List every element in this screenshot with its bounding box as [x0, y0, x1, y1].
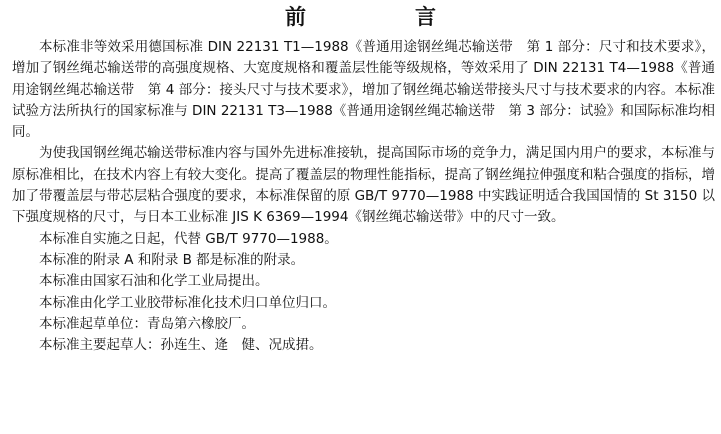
paragraph-centralized-unit: 本标准由化学工业胶带标准化技术归口单位归口。	[39, 294, 336, 311]
document-body	[12, 37, 715, 356]
paragraph-replaces: 本标准自实施之日起，代替 GB/T 9770—1988。	[39, 230, 338, 247]
page-title: 前 言	[285, 5, 480, 29]
paragraph-proposer: 本标准由国家石油和化学工业局提出。	[39, 273, 269, 290]
paragraph-adoption: 本标准非等效采用德国标准 DIN 22131 T1—1988《普通用途钢丝绳芯输送带 第 1 部分：尺寸和技术要求》，增加了钢丝绳芯输送带的高强度规格、大宽度规格和覆盖层性能等级规格，等效采用了 DIN 22131 T4—1988《普通用途钢丝绳芯输送带 第 4 部分：接头尺寸与技术要求》，增加了钢丝绳芯输送带接头尺寸与技术要求的内容。本标准试验方法所执行的国家标准与 DIN 22131 T3—1988《普通用途钢丝绳芯输送带 第 3 部分：试验》和国际标准均相同。	[12, 39, 715, 141]
paragraph-changes: 为使我国钢丝绳芯输送带标准内容与国外先进标准接轨，提高国际市场的竞争力，满足国内用户的要求，本标准与原标准相比，在技术内容上有较大变化。提高了覆盖层的物理性能指标，提高了钢丝绳拉伸强度和粘合强度的指标，增加了带覆盖层与带芯层粘合强度的要求，本标准保留的原 GB/T 9770—1988 中实践证明适合我国国情的 St 3150 以下强度规格的尺寸，与日本工业标准 JIS K 6369—1994《钢丝绳芯输送带》中的尺寸一致。	[12, 145, 715, 226]
paragraph-drafting-unit: 本标准起草单位：青岛第六橡胶厂。	[39, 315, 255, 332]
paragraph-appendix: 本标准的附录 A 和附录 B 都是标准的附录。	[39, 251, 305, 268]
paragraph-drafters: 本标准主要起草人：孙连生、逄 健、况成捃。	[39, 337, 323, 354]
